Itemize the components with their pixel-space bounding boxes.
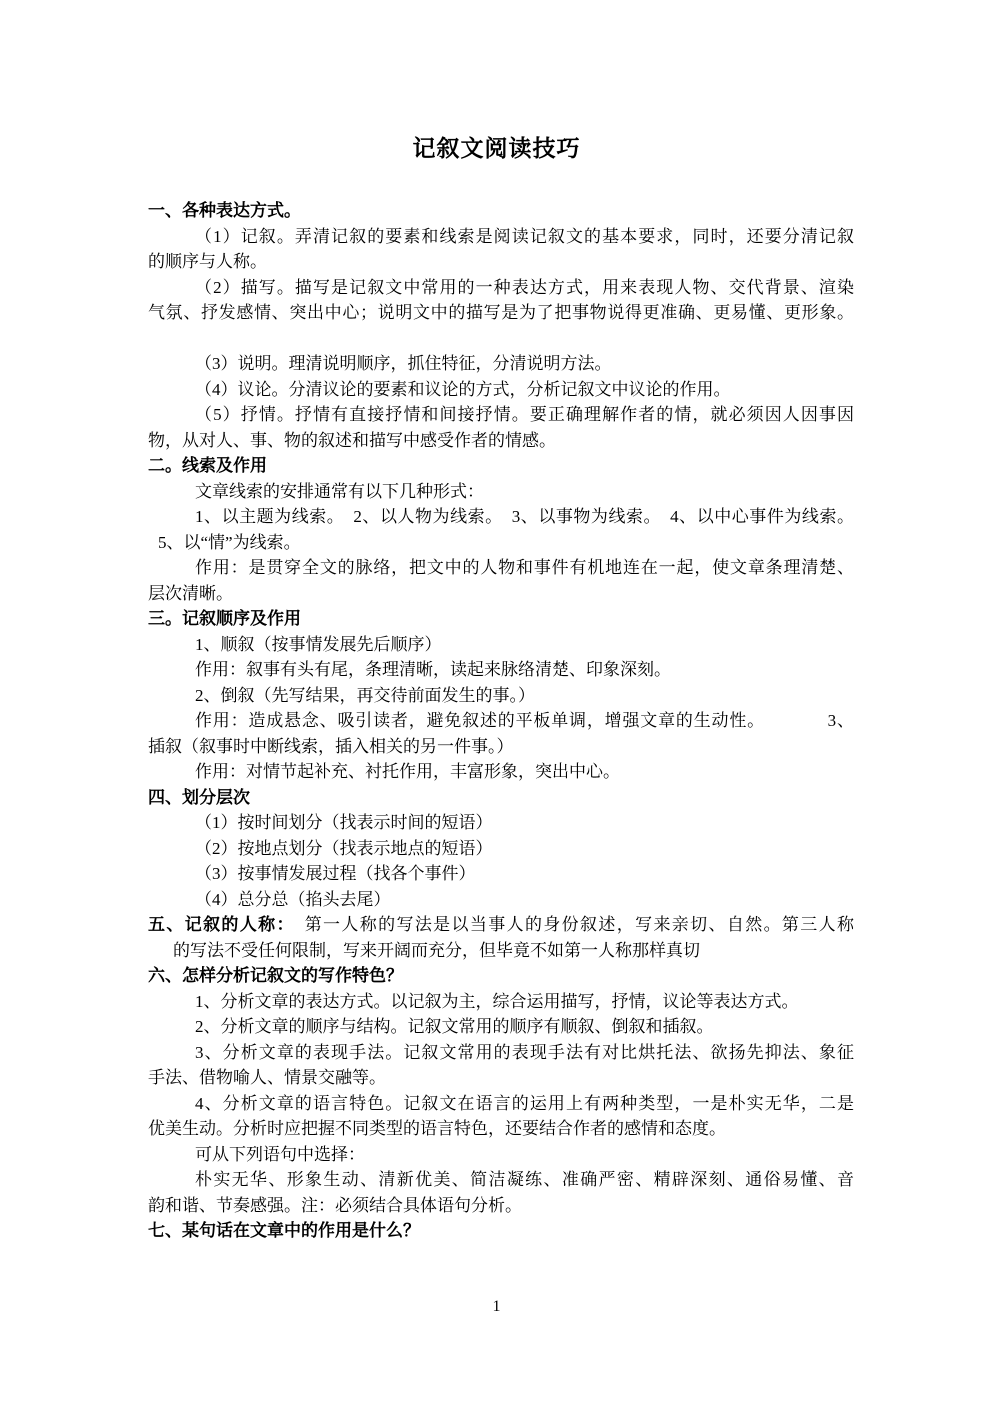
text-line: 作用：叙事有头有尾，条理清晰，读起来脉络清楚、印象深刻。 bbox=[195, 660, 671, 679]
text-line: 3、分析文章的表现手法。记叙文常用的表现手法有对比烘托法、欲扬先抑法、象征 bbox=[195, 1042, 854, 1062]
text-line: 插叙（叙事时中断线索，插入相关的另一件事。） bbox=[148, 736, 514, 756]
heading-line: 六、怎样分析记叙文的写作特色？ bbox=[148, 966, 403, 985]
text-line: （3）按事情发展过程（找各个事件） bbox=[195, 864, 476, 883]
text-line: 5、以“情”为线索。 bbox=[158, 532, 301, 552]
text-line: （2）按地点划分（找表示地点的短语） bbox=[195, 838, 493, 858]
document-title: 记叙文阅读技巧 bbox=[412, 136, 581, 161]
heading-segment: 五、记叙的人称： bbox=[148, 915, 287, 934]
document-body bbox=[148, 198, 854, 1244]
text-line: 作用：造成悬念、吸引读者，避免叙述的平板单调，增强文章的生动性。 3、 bbox=[195, 711, 854, 730]
heading-line: 一、各种表达方式。 bbox=[148, 201, 301, 220]
text-line: （4）总分总（掐头去尾） bbox=[195, 889, 391, 909]
text-line: 韵和谐、节奏感强。注：必须结合具体语句分析。 bbox=[148, 1195, 522, 1215]
text-line: 层次清晰。 bbox=[148, 583, 233, 603]
text-segment: 第一人称的写法是以当事人的身份叙述，写来亲切、自然。第三人称 bbox=[286, 915, 855, 934]
text-line: （3）说明。理清说明顺序，抓住特征，分清说明方法。 bbox=[195, 354, 612, 373]
text-line: 的顺序与人称。 bbox=[148, 252, 267, 271]
text-line: 1、以主题为线索。 2、以人物为线索。 3、以事物为线索。 4、以中心事件为线索。 bbox=[195, 507, 854, 526]
text-line: （1）记叙。弄清记叙的要素和线索是阅读记叙文的基本要求，同时，还要分清记叙 bbox=[195, 226, 854, 246]
text-line: （1）按时间划分（找表示时间的短语） bbox=[195, 813, 493, 832]
blank-line bbox=[148, 326, 854, 352]
text-line: 4、分析文章的语言特色。记叙文在语言的运用上有两种类型，一是朴实无华，二是 bbox=[195, 1093, 854, 1113]
text-line: 作用：对情节起补充、衬托作用，丰富形象，突出中心。 bbox=[195, 762, 620, 781]
text-line: 气氛、抒发感情、突出中心；说明文中的描写是为了把事物说得更准确、更易懂、更形象。 bbox=[148, 303, 854, 322]
heading-line: 三。记叙顺序及作用 bbox=[148, 609, 301, 628]
text-line: 1、分析文章的表达方式。以记叙为主，综合运用描写，抒情，议论等表达方式。 bbox=[195, 991, 799, 1011]
text-line: 2、分析文章的顺序与结构。记叙文常用的顺序有顺叙、倒叙和插叙。 bbox=[195, 1017, 714, 1036]
text-line: 朴实无华、形象生动、清新优美、简洁凝练、准确严密、精辟深刻、通俗易懂、音 bbox=[195, 1170, 854, 1189]
text-line: 的写法不受任何限制，写来开阔而充分，但毕竟不如第一人称那样真切 bbox=[173, 940, 700, 960]
heading-line: 七、某句话在文章中的作用是什么？ bbox=[148, 1221, 420, 1240]
text-line: 物，从对人、事、物的叙述和描写中感受作者的情感。 bbox=[148, 430, 556, 450]
text-line: 作用：是贯穿全文的脉络，把文中的人物和事件有机地连在一起，使文章条理清楚、 bbox=[195, 558, 854, 577]
text-line: 文章线索的安排通常有以下几种形式： bbox=[195, 481, 484, 501]
text-line: 手法、借物喻人、情景交融等。 bbox=[148, 1068, 386, 1087]
heading-line: 四、划分层次 bbox=[148, 787, 250, 807]
text-line: （5）抒情。抒情有直接抒情和间接抒情。要正确理解作者的情，就必须因人因事因 bbox=[195, 405, 854, 424]
text-line: 2、倒叙（先写结果，再交待前面发生的事。） bbox=[195, 685, 535, 705]
page-number: 1 bbox=[492, 1298, 501, 1315]
text-line: （4）议论。分清议论的要素和议论的方式，分析记叙文中议论的作用。 bbox=[195, 379, 731, 399]
text-line: （2）描写。描写是记叙文中常用的一种表达方式，用来表现人物、交代背景、渲染 bbox=[195, 277, 854, 297]
text-line bbox=[148, 912, 854, 938]
text-line: 优美生动。分析时应把握不同类型的语言特色，还要结合作者的感情和态度。 bbox=[148, 1119, 726, 1138]
heading-line: 二。线索及作用 bbox=[148, 456, 267, 475]
text-line: 1、顺叙（按事情发展先后顺序） bbox=[195, 634, 442, 654]
text-line: 可从下列语句中选择： bbox=[195, 1144, 365, 1164]
